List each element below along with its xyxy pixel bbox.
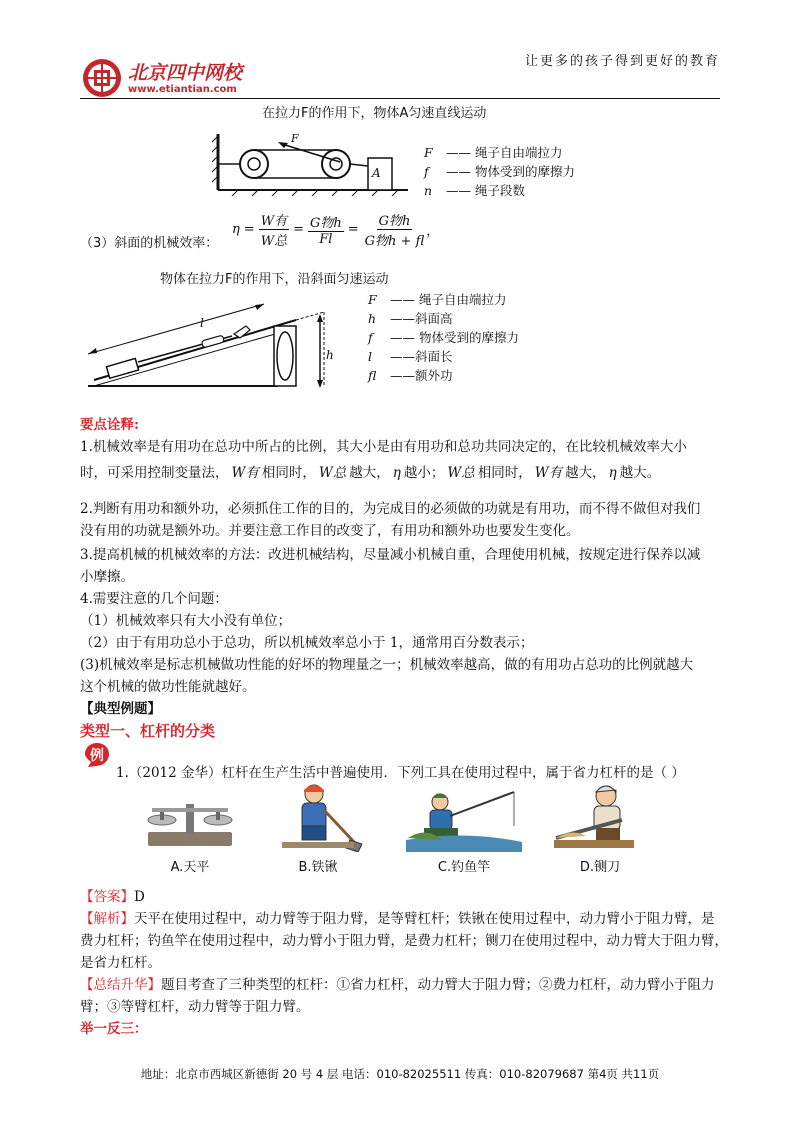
legend-desc: —— 绳子段数 [446,183,525,198]
incline-caption: 物体在拉力F的作用下，沿斜面匀速运动 [160,272,389,287]
logo-emblem-icon [80,56,124,100]
legend-symbol: f [368,330,373,345]
fishing-rod-icon [406,786,522,852]
option-b-label: B.铁锹 [298,860,338,875]
point-4-item-2: （2）由于有用功总小于总功，所以机械效率总小于 1，通常用百分数表示； [80,635,534,651]
efficiency-formula: η = W有 W总 = G物h Fl = G物h G物h + fl ， [232,205,439,253]
fraction-g-gfl [363,210,427,249]
denominator-gh-fl: G物h + fl [364,233,425,249]
incline-formula-label: （3）斜面的机械效率： [80,236,219,251]
text-fragment: 越小； [403,465,445,481]
legend-symbol: h [368,311,377,326]
answer-value: D [134,889,145,905]
denominator-fl: Fl [319,231,333,247]
numerator-w-you: W有 [259,210,289,230]
fraction-g-fl [308,212,344,247]
eta-symbol: η [232,221,240,237]
point-2-line-1: 2.判断有用功和额外功，必须抓住工作的目的，为完成目的必须做的功就是有用功，而不得不做但对我们 [80,501,701,517]
answer-line [80,886,720,908]
legend-row [368,328,519,347]
slogan: 让更多的孩子得到更好的教育 [524,54,720,69]
type1-heading: 类型一、杠杆的分类 [80,722,216,740]
incline-diagram [84,292,344,392]
header-divider [80,98,720,99]
analysis-tag: 【解析】 [80,911,134,927]
logo-url: www.etiantian.com [128,84,237,95]
incline-height-label: h [326,348,334,362]
option-c-label: C.钓鱼竿 [437,860,491,875]
point-4-heading: 4.需要注意的几个问题： [80,591,228,607]
option-c [404,786,524,875]
incline-length-label: l [200,316,204,330]
example-badge-label: 例 [90,748,104,764]
legend-desc: ——额外功 [390,368,453,383]
legend-symbol: F [424,145,433,160]
text-fragment: 时，可采用控制变量法， [80,465,229,481]
formula-tail: ， [426,223,440,239]
w-you-symbol: W有 [534,465,563,481]
option-d-label: D.铡刀 [579,860,621,875]
points-heading: 要点诠释: [80,417,139,433]
legend-desc: —— 物体受到的摩擦力 [446,164,575,179]
legend-symbol: f [424,164,429,179]
legend-symbol: n [424,183,433,198]
option-a [140,790,240,875]
eta-symbol: η [608,465,617,481]
legend-desc: —— 绳子自由端拉力 [446,145,563,160]
analysis-line-3: 是省力杠杆。 [80,955,161,971]
text-fragment: 相同时， [261,465,316,481]
w-zong-symbol: W总 [447,465,475,481]
pulley-caption: 在拉力F的作用下，物体A匀速直线运动 [262,106,487,121]
point-1-line-2 [80,462,720,484]
eta-symbol: η [392,465,401,481]
summary-text: 题目考查了三种类型的杠杆：①省力杠杆，动力臂大于阻力臂；②费力杠杆，动力臂小于阻力 [161,977,715,993]
text-fragment: 越大， [565,465,606,481]
page-footer: 地址：北京市西城区新德街 20 号 4 层 电话：010-82025511 传真：010-82079687 第4页 共11页 [140,1067,660,1081]
option-b [268,782,368,875]
legend-row [368,290,519,309]
answer-tag: 【答案】 [80,889,134,905]
text-fragment: 越大， [349,465,390,481]
logo [80,56,270,100]
analysis-text: 天平在使用过程中，动力臂等于阻力臂，是等臂杠杆；铁锹在使用过程中，动力臂小于阻力臂，是 [134,911,715,927]
w-you-symbol: W有 [231,465,259,481]
analysis-line-1 [80,908,720,930]
w-zong-symbol: W总 [318,465,347,481]
pulley-diagram [212,130,412,196]
point-3-line-2: 小摩擦。 [80,569,134,585]
point-3-line-1: 3.提高机械的机械效率的方法：改进机械结构，尽量减小机械自重，合理使用机械，按规定进行保养以减 [80,547,701,563]
pulley-block-label: A [372,166,381,180]
pulley-legend [424,143,575,200]
shovel-icon [270,782,366,852]
balance-scale-icon [142,790,238,852]
examples-heading: 【典型例题】 [80,701,161,717]
legend-row [368,366,519,385]
summary-line-1 [80,974,720,996]
point-4-item-3-line-2: 这个机械的做功性能就越好。 [80,679,256,695]
legend-symbol: l [368,349,372,364]
legend-row [368,309,519,328]
legend-row [424,162,575,181]
logo-text: 北京四中网校 [128,62,243,84]
legend-row [424,181,575,200]
numerator-gh-2: G物h [377,210,413,230]
legend-row [424,143,575,162]
legend-desc: —— 物体受到的摩擦力 [390,330,519,345]
fraction-w [259,210,289,249]
point-1-line-1: 1.机械效率是有用功在总功中所占的比例，其大小是由有用功和总功共同决定的，在比较机械效率大小 [80,439,687,455]
point-2-line-2: 没有用的功就是额外功。并要注意工作目的改变了，有用功和额外功也要发生变化。 [80,523,580,539]
example-badge [84,742,110,768]
legend-symbol: fl [368,368,377,383]
analysis-line-2: 费力杠杆；钓鱼竿在使用过程中，动力臂小于阻力臂，是费力杠杆；铡刀在使用过程中，动力臂大于阻力臂， [80,933,728,949]
denominator-w-zong: W总 [260,233,288,249]
hay-cutter-icon [552,780,648,852]
legend-symbol: F [368,292,377,307]
incline-legend [368,290,519,385]
pulley-force-label: F [291,132,299,145]
legend-row [368,347,519,366]
point-4-item-3-line-1: (3)机械效率是标志机械做功性能的好坏的物理量之一；机械效率越高，做的有用功占总功的比例就越大 [80,657,694,673]
text-fragment: 越大。 [619,465,661,481]
practice-heading: 举一反三： [80,1021,148,1037]
legend-desc: ——斜面长 [390,349,453,364]
legend-desc: ——斜面高 [390,311,453,326]
numerator-gh: G物h [308,212,344,232]
point-4-item-1: （1）机械效率只有大小没有单位； [80,613,292,629]
summary-line-2: 臂；③等臂杠杆，动力臂等于阻力臂。 [80,999,310,1015]
question-text: 1.（2012 金华）杠杆在生产生活中普遍使用．下列工具在使用过程中，属于省力杠杆的是（ ） [116,765,685,781]
legend-desc: —— 绳子自由端拉力 [390,292,507,307]
option-d [550,780,650,875]
option-a-label: A.天平 [170,860,210,875]
text-fragment: 相同时， [477,465,532,481]
summary-tag: 【总结升华】 [80,977,161,993]
